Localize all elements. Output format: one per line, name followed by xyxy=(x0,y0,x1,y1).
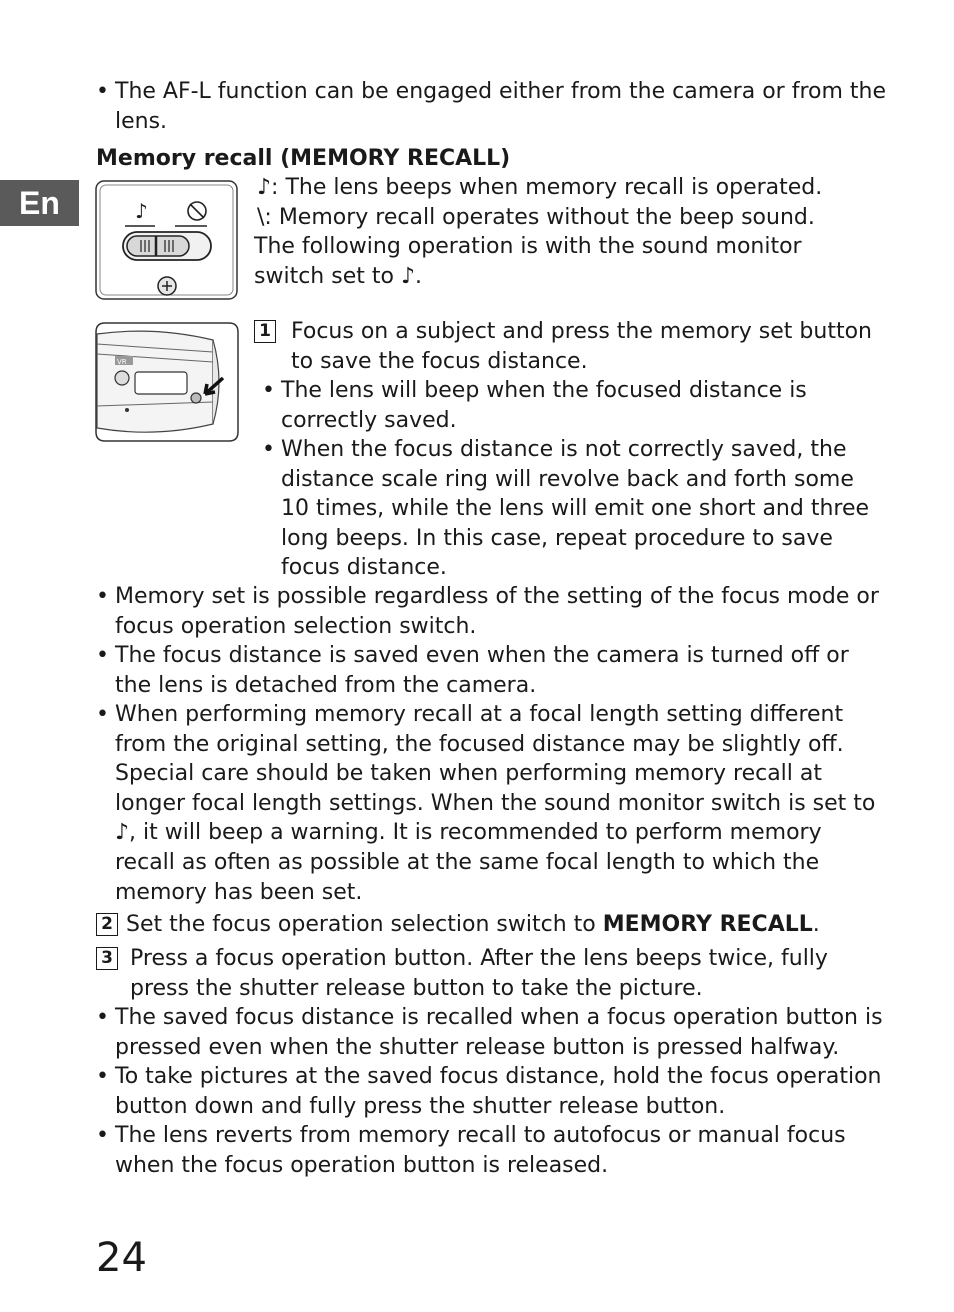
section-title: Memory recall (MEMORY RECALL) xyxy=(96,146,511,171)
bullet-mark: • xyxy=(96,1123,109,1148)
list-item xyxy=(96,1062,886,1121)
step-3 xyxy=(96,944,886,1003)
step-1 xyxy=(254,317,874,376)
step-1-text: Focus on a subject and press the memory set button to save the focus distance. xyxy=(291,319,872,374)
sound-on-line xyxy=(257,173,822,203)
following-line-2 xyxy=(254,262,422,292)
sound-on-symbol: ♪ xyxy=(257,175,272,200)
list-item-text: To take pictures at the saved focus distance, hold the focus operation button down and fully press the shutter release button. xyxy=(115,1064,882,1119)
vr-label: VR xyxy=(117,358,127,366)
lens-illustration xyxy=(95,322,239,442)
language-tab: En xyxy=(0,180,79,226)
step-1-bullet xyxy=(262,376,872,435)
list-item-text: The focus distance is saved even when the camera is turned off or the lens is detached from the camera. xyxy=(115,643,849,698)
sound-off-line xyxy=(257,203,815,233)
step-1-bullet-text: The lens will beep when the focused distance is correctly saved. xyxy=(281,378,807,433)
list-item xyxy=(96,641,886,700)
bullet-mark: • xyxy=(96,643,109,668)
intro-bullet xyxy=(96,77,886,136)
following-end: . xyxy=(414,264,422,289)
step-3-text: Press a focus operation button. After the lens beeps twice, fully press the shutter release button to take the picture. xyxy=(130,946,828,1001)
following-text: switch set to xyxy=(254,264,394,289)
step-1-bullet xyxy=(262,435,872,583)
list-item-text: Memory set is possible regardless of the setting of the focus mode or focus operation selection switch. xyxy=(115,584,879,639)
intro-bullet-text: The AF-L function can be engaged either from the camera or from the lens. xyxy=(115,79,886,134)
bullet-mark: • xyxy=(96,584,109,609)
list-item xyxy=(96,1003,886,1062)
note-icon: ♪ xyxy=(135,199,148,223)
list-item xyxy=(96,582,886,641)
step-3-number: 3 xyxy=(96,947,118,970)
list-item-text: The saved focus distance is recalled when a focus operation button is pressed even when the shutter release button is pressed halfway. xyxy=(115,1005,883,1060)
following-line-1: The following operation is with the sound monitor xyxy=(254,234,802,259)
step-2-bold: MEMORY RECALL xyxy=(602,912,813,937)
bullet-mark: • xyxy=(96,1064,109,1089)
step-2-end: . xyxy=(812,912,820,937)
list-item xyxy=(96,1121,886,1180)
warning-bullet-text xyxy=(115,700,886,907)
bullet-mark: • xyxy=(96,79,109,104)
sound-off-desc: : Memory recall operates without the beep sound. xyxy=(264,205,815,230)
warning-part-1: When performing memory recall at a focal length setting different from the original setting, the focused distance may be slightly off. Special care should be taken when performing memory recall at longer focal length settings. When the sound monitor switch is set to xyxy=(115,702,876,816)
bullet-mark: • xyxy=(96,1005,109,1030)
step-2 xyxy=(96,910,820,940)
step-2-number: 2 xyxy=(96,913,118,936)
bullet-mark: • xyxy=(96,702,109,727)
step-1-number: 1 xyxy=(254,320,276,343)
sound-on-desc: : The lens beeps when memory recall is operated. xyxy=(271,175,823,200)
following-symbol: ♪ xyxy=(400,264,415,289)
bullet-mark: • xyxy=(262,378,275,403)
sound-switch-illustration xyxy=(95,180,238,300)
sound-off-symbol: \ xyxy=(257,205,265,230)
memory-set-button-icon xyxy=(191,393,201,403)
warning-bullet xyxy=(96,700,886,907)
step-1-bullet-text: When the focus distance is not correctly saved, the distance scale ring will revolve back and forth some 10 times, while the lens will emit one short and three long beeps. In this case, repeat procedure to save focus distance. xyxy=(281,437,870,581)
step-2-text: Set the focus operation selection switch to xyxy=(126,912,596,937)
warning-symbol: ♪ xyxy=(115,820,130,846)
bullet-mark: • xyxy=(262,437,275,462)
switch-knob xyxy=(127,236,189,256)
page-number: 24 xyxy=(96,1235,147,1281)
list-item-text: The lens reverts from memory recall to autofocus or manual focus when the focus operation button is released. xyxy=(115,1123,846,1178)
warning-part-2: , it will beep a warning. It is recommended to perform memory recall as often as possible at the same focal length to which the memory has been set. xyxy=(115,820,822,905)
